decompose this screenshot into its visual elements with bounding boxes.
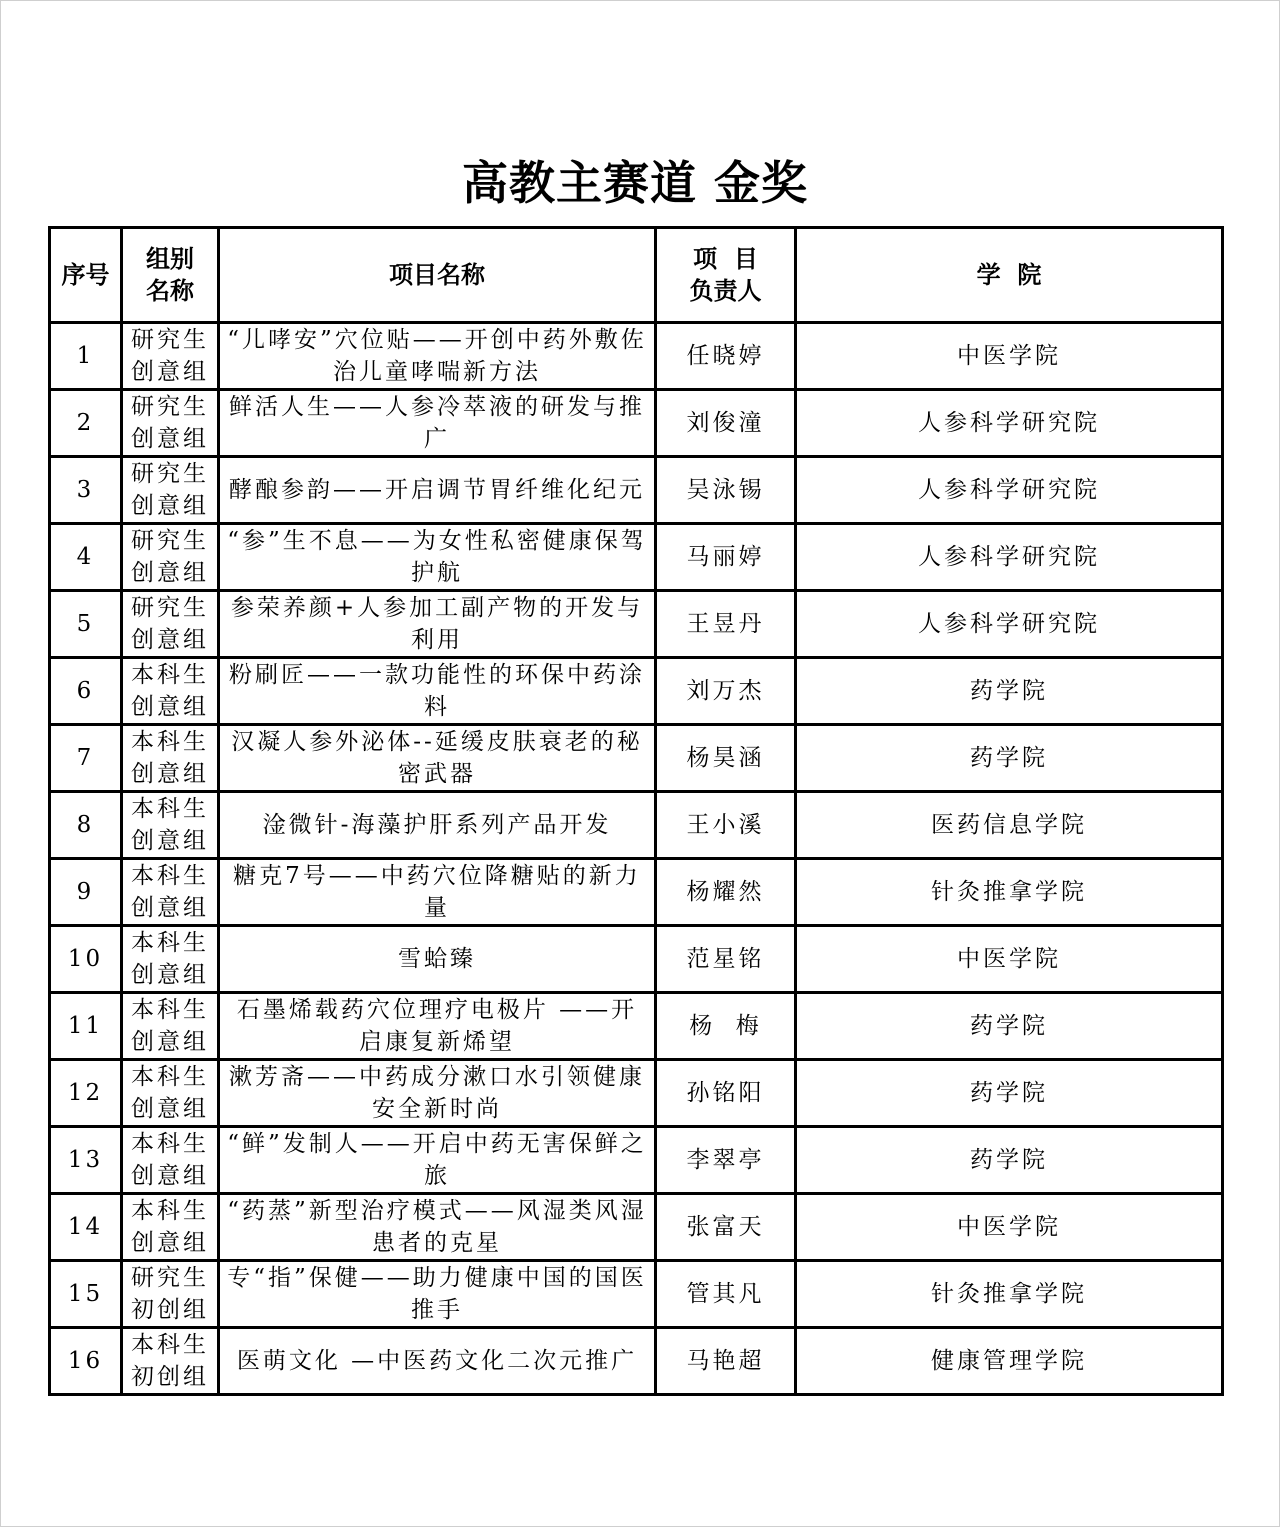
cell-leader: 任晓婷 [656, 323, 796, 390]
cell-project: 淦微针-海藻护肝系列产品开发 [219, 792, 656, 859]
table-row [50, 1261, 1223, 1328]
cell-college: 针灸推拿学院 [796, 859, 1223, 926]
cell-group: 本科生创意组 [122, 926, 219, 993]
cell-leader: 李翠亭 [656, 1127, 796, 1194]
table-row [50, 792, 1223, 859]
cell-leader: 马丽婷 [656, 524, 796, 591]
header-college: 学 院 [796, 228, 1223, 323]
table-row [50, 859, 1223, 926]
cell-num: 11 [50, 993, 122, 1060]
cell-project: 酵酿参韵——开启调节胃纤维化纪元 [219, 457, 656, 524]
cell-project: “参”生不息——为女性私密健康保驾护航 [219, 524, 656, 591]
cell-college: 中医学院 [796, 1194, 1223, 1261]
cell-leader: 刘俊潼 [656, 390, 796, 457]
cell-num: 2 [50, 390, 122, 457]
table-row [50, 725, 1223, 792]
header-group-line1: 组别 [146, 245, 194, 273]
cell-leader: 吴泳锡 [656, 457, 796, 524]
cell-leader: 王小溪 [656, 792, 796, 859]
header-num: 序号 [50, 228, 122, 323]
table-row [50, 524, 1223, 591]
table-row [50, 1127, 1223, 1194]
cell-leader: 范星铭 [656, 926, 796, 993]
table-row [50, 1060, 1223, 1127]
cell-group: 本科生创意组 [122, 792, 219, 859]
cell-project: 糖克7号——中药穴位降糖贴的新力量 [219, 859, 656, 926]
cell-project: “鲜”发制人——开启中药无害保鲜之旅 [219, 1127, 656, 1194]
cell-project: 粉刷匠——一款功能性的环保中药涂料 [219, 658, 656, 725]
cell-project: “儿哮安”穴位贴——开创中药外敷佐治儿童哮喘新方法 [219, 323, 656, 390]
table-row [50, 323, 1223, 390]
cell-leader: 王昱丹 [656, 591, 796, 658]
header-leader-line1: 项 目 [693, 245, 758, 273]
cell-leader: 孙铭阳 [656, 1060, 796, 1127]
cell-num: 12 [50, 1060, 122, 1127]
cell-college: 人参科学研究院 [796, 524, 1223, 591]
table-body [50, 323, 1223, 1395]
cell-project: “药蒸”新型治疗模式——风湿类风湿患者的克星 [219, 1194, 656, 1261]
cell-leader: 杨昊涵 [656, 725, 796, 792]
header-leader-line2: 负责人 [689, 277, 762, 305]
table-row [50, 591, 1223, 658]
cell-group: 研究生初创组 [122, 1261, 219, 1328]
cell-num: 6 [50, 658, 122, 725]
header-leader [656, 228, 796, 323]
cell-group: 研究生创意组 [122, 457, 219, 524]
cell-college: 中医学院 [796, 323, 1223, 390]
cell-leader: 马艳超 [656, 1328, 796, 1395]
cell-college: 人参科学研究院 [796, 390, 1223, 457]
cell-project: 雪蛤臻 [219, 926, 656, 993]
cell-num: 14 [50, 1194, 122, 1261]
cell-group: 研究生创意组 [122, 323, 219, 390]
cell-project: 专“指”保健——助力健康中国的国医推手 [219, 1261, 656, 1328]
cell-project: 汉凝人参外泌体--延缓皮肤衰老的秘密武器 [219, 725, 656, 792]
cell-group: 本科生创意组 [122, 1194, 219, 1261]
cell-leader: 杨耀然 [656, 859, 796, 926]
cell-group: 研究生创意组 [122, 390, 219, 457]
cell-group: 本科生创意组 [122, 859, 219, 926]
cell-college: 药学院 [796, 1127, 1223, 1194]
cell-project: 石墨烯载药穴位理疗电极片 ——开启康复新烯望 [219, 993, 656, 1060]
table-row [50, 1194, 1223, 1261]
table-row [50, 993, 1223, 1060]
cell-group: 研究生创意组 [122, 524, 219, 591]
cell-num: 5 [50, 591, 122, 658]
cell-group: 本科生创意组 [122, 993, 219, 1060]
cell-project: 鲜活人生——人参冷萃液的研发与推广 [219, 390, 656, 457]
awards-table [48, 226, 1224, 1396]
cell-group: 本科生创意组 [122, 658, 219, 725]
cell-leader: 张富天 [656, 1194, 796, 1261]
cell-num: 15 [50, 1261, 122, 1328]
cell-group: 本科生创意组 [122, 1127, 219, 1194]
cell-college: 中医学院 [796, 926, 1223, 993]
cell-num: 13 [50, 1127, 122, 1194]
cell-num: 1 [50, 323, 122, 390]
cell-college: 药学院 [796, 1060, 1223, 1127]
cell-college: 人参科学研究院 [796, 591, 1223, 658]
cell-project: 参荣养颜+人参加工副产物的开发与利用 [219, 591, 656, 658]
header-group-line2: 名称 [146, 277, 194, 305]
table-row [50, 1328, 1223, 1395]
cell-college: 药学院 [796, 725, 1223, 792]
cell-num: 4 [50, 524, 122, 591]
cell-num: 9 [50, 859, 122, 926]
cell-college: 药学院 [796, 658, 1223, 725]
cell-leader: 刘万杰 [656, 658, 796, 725]
table-row [50, 658, 1223, 725]
cell-num: 16 [50, 1328, 122, 1395]
cell-leader: 管其凡 [656, 1261, 796, 1328]
cell-group: 本科生创意组 [122, 1060, 219, 1127]
cell-project: 漱芳斋——中药成分漱口水引领健康安全新时尚 [219, 1060, 656, 1127]
header-group [122, 228, 219, 323]
cell-num: 10 [50, 926, 122, 993]
table-row [50, 457, 1223, 524]
cell-group: 本科生初创组 [122, 1328, 219, 1395]
cell-project: 医萌文化 —中医药文化二次元推广 [219, 1328, 656, 1395]
cell-college: 人参科学研究院 [796, 457, 1223, 524]
cell-num: 8 [50, 792, 122, 859]
cell-num: 7 [50, 725, 122, 792]
cell-college: 药学院 [796, 993, 1223, 1060]
cell-group: 本科生创意组 [122, 725, 219, 792]
header-project: 项目名称 [219, 228, 656, 323]
cell-college: 医药信息学院 [796, 792, 1223, 859]
cell-num: 3 [50, 457, 122, 524]
cell-group: 研究生创意组 [122, 591, 219, 658]
table-row [50, 390, 1223, 457]
cell-leader: 杨 梅 [656, 993, 796, 1060]
table-row [50, 926, 1223, 993]
page-title: 高教主赛道 金奖 [461, 156, 808, 210]
cell-college: 健康管理学院 [796, 1328, 1223, 1395]
header-row [50, 228, 1223, 323]
cell-college: 针灸推拿学院 [796, 1261, 1223, 1328]
table-header [50, 228, 1223, 323]
